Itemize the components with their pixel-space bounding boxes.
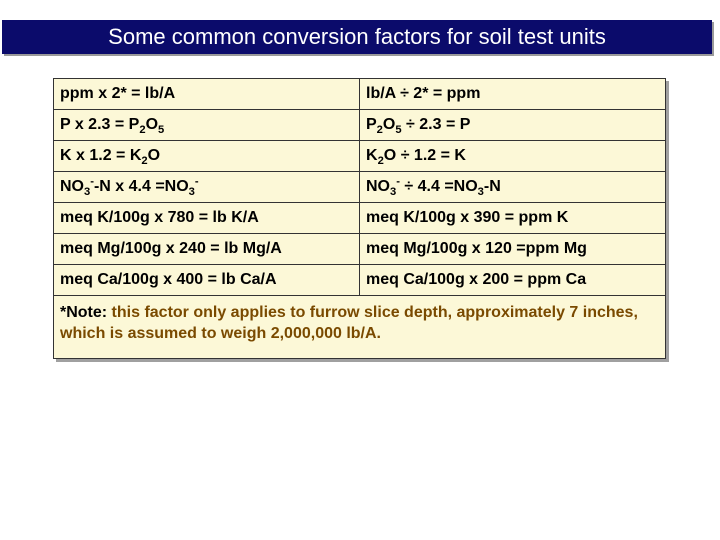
formula-segment: K (366, 147, 378, 164)
formula-segment: 2 (139, 124, 146, 137)
formula-cell-right (360, 110, 666, 141)
table-row (54, 234, 666, 265)
formula-cell-right (360, 265, 666, 296)
slide-title: Some common conversion factors for soil test units (2, 20, 712, 54)
conversion-table-body (54, 79, 666, 296)
formula-segment: O (382, 116, 396, 133)
formula-segment: -N x 4.4 =NO (93, 178, 189, 195)
formula-cell-left (54, 110, 360, 141)
formula-segment: meq K/100g x 390 = ppm K (366, 209, 569, 226)
formula-segment: - (90, 175, 94, 188)
formula-cell-right (360, 79, 666, 110)
formula-segment: meq K/100g x 780 = lb K/A (60, 209, 259, 226)
formula-cell-left (54, 172, 360, 203)
formula-cell-right (360, 172, 666, 203)
formula-segment: 3 (477, 186, 484, 199)
formula-segment: - (396, 175, 400, 188)
formula-cell-right (360, 141, 666, 172)
formula-cell-left (54, 141, 360, 172)
formula-cell-right (360, 203, 666, 234)
formula-segment: NO (60, 178, 84, 195)
formula-segment: ÷ 2.3 = P (401, 116, 471, 133)
conversion-table (53, 78, 666, 359)
formula-segment: 5 (158, 124, 165, 137)
formula-segment: lb/A ÷ 2* = ppm (366, 85, 481, 102)
formula-segment: - (194, 175, 199, 188)
formula-segment: O (147, 147, 161, 164)
formula-segment: O ÷ 1.2 = K (383, 147, 466, 164)
formula-segment: O (145, 116, 159, 133)
formula-segment: 2 (141, 155, 148, 168)
note-row (54, 296, 666, 359)
formula-segment: 3 (390, 186, 397, 199)
note-cell (54, 296, 666, 359)
note-text: this factor only applies to furrow slice depth, approximately 7 inches, which is assumed to weigh 2,000,000 lb/A. (60, 304, 638, 342)
formula-segment: meq Mg/100g x 120 =ppm Mg (366, 240, 587, 257)
formula-segment: ÷ 4.4 =NO (399, 178, 478, 195)
table-row (54, 172, 666, 203)
formula-segment: 2 (376, 124, 383, 137)
formula-segment: -N (483, 178, 501, 195)
formula-segment: 2 (377, 155, 384, 168)
formula-segment: P x 2.3 = P (60, 116, 140, 133)
table-row (54, 110, 666, 141)
formula-cell-left (54, 79, 360, 110)
formula-segment: meq Ca/100g x 200 = ppm Ca (366, 271, 587, 288)
note-label: *Note: (60, 304, 108, 321)
formula-segment: 3 (84, 186, 91, 199)
table-row (54, 203, 666, 234)
formula-segment: 5 (395, 124, 402, 137)
formula-segment: meq Mg/100g x 240 = lb Mg/A (60, 240, 282, 257)
formula-cell-left (54, 234, 360, 265)
formula-segment: ppm x 2* = lb/A (60, 85, 176, 102)
formula-segment: K x 1.2 = K (60, 147, 142, 164)
formula-segment: 3 (188, 186, 195, 199)
conversion-table-container (53, 78, 666, 359)
formula-segment: NO (366, 178, 390, 195)
formula-cell-right (360, 234, 666, 265)
formula-cell-left (54, 265, 360, 296)
formula-segment: P (366, 116, 377, 133)
table-row (54, 265, 666, 296)
table-row (54, 79, 666, 110)
table-row (54, 141, 666, 172)
formula-cell-left (54, 203, 360, 234)
formula-segment: meq Ca/100g x 400 = lb Ca/A (60, 271, 277, 288)
